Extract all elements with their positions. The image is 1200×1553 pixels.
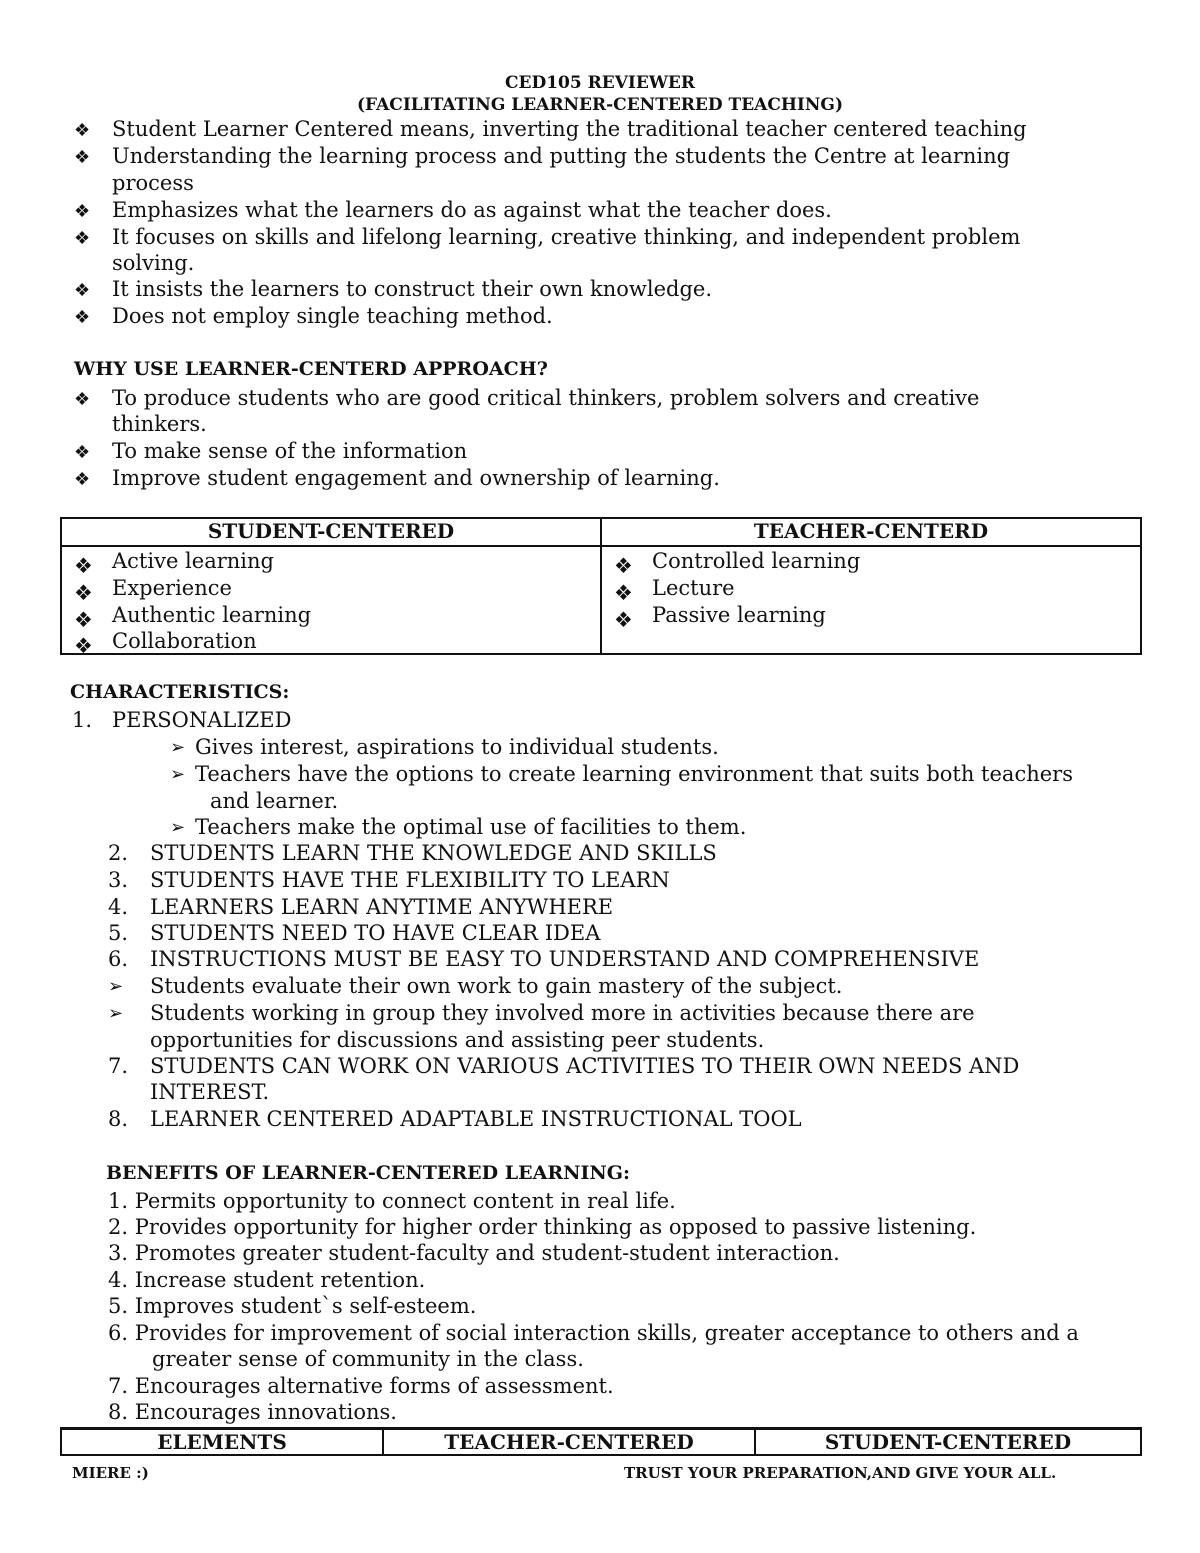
list-item: 5. Improves student`s self-esteem. (108, 1294, 477, 1318)
document-subtitle: (FACILITATING LEARNER-CENTERED TEACHING) (357, 95, 843, 115)
list-item: Active learning (112, 549, 274, 573)
sub-list-item: Teachers have the options to create learning environment that suits both teachers (195, 762, 1073, 786)
arrow-list-item: Students working in group they involved more in activities because there are (150, 1001, 975, 1025)
bullet-icon: ❖ (74, 228, 91, 249)
list-item: 1. Permits opportunity to connect content in real life. (108, 1189, 676, 1213)
list-item: To make sense of the information (112, 439, 468, 463)
arrow-bullet-icon: ➢ (108, 1003, 124, 1024)
list-number: 4. (108, 895, 129, 919)
sub-list-item: Gives interest, aspirations to individual students. (195, 735, 719, 759)
arrow-bullet-icon: ➢ (170, 737, 186, 758)
section-heading-characteristics: CHARACTERISTICS: (70, 681, 290, 703)
bullet-icon: ❖ (74, 469, 91, 490)
list-item-continuation: process (112, 171, 194, 195)
list-item: 8. Encourages innovations. (108, 1400, 397, 1424)
student-centered-cell (61, 546, 601, 658)
arrow-bullet-icon: ➢ (170, 817, 186, 838)
comparison-table (60, 517, 1142, 658)
section-heading-why: WHY USE LEARNER-CENTERD APPROACH? (74, 358, 548, 380)
table-header-row (61, 518, 1141, 546)
teacher-centered-cell (601, 546, 1141, 654)
list-item: Collaboration (112, 629, 257, 653)
arrow-bullet-icon: ➢ (170, 764, 186, 785)
list-item-continuation: thinkers. (112, 412, 207, 436)
list-item: Experience (112, 576, 232, 600)
arrow-list-item: Students evaluate their own work to gain mastery of the subject. (150, 974, 843, 998)
list-item-continuation: solving. (112, 251, 195, 275)
bullet-icon: ❖ (614, 581, 633, 605)
table-header-teacher-centered: TEACHER-CENTERD (601, 518, 1141, 546)
list-item: Understanding the learning process and putting the students the Centre at learning (112, 144, 1011, 168)
list-item-continuation: greater sense of community in the class. (152, 1347, 584, 1371)
list-number: 6. (108, 947, 129, 971)
list-item: To produce students who are good critical thinkers, problem solvers and creative (112, 386, 980, 410)
list-item: STUDENTS NEED TO HAVE CLEAR IDEA (150, 921, 601, 945)
table-header-student-centered: STUDENT-CENTERED (61, 518, 601, 546)
table-header-teacher-centered: TEACHER-CENTERED (383, 1429, 755, 1456)
table-header-student-centered: STUDENT-CENTERED (755, 1429, 1141, 1456)
list-item: 2. Provides opportunity for higher order thinking as opposed to passive listening. (108, 1215, 977, 1239)
list-item: It insists the learners to construct their own knowledge. (112, 277, 713, 301)
bullet-icon: ❖ (74, 634, 93, 658)
list-item: 6. Provides for improvement of social interaction skills, greater acceptance to others and a (108, 1321, 1079, 1345)
list-number: 1. (72, 708, 93, 732)
bullet-icon: ❖ (74, 554, 93, 578)
footer-right: TRUST YOUR PREPARATION,AND GIVE YOUR ALL. (624, 1464, 1057, 1482)
bullet-icon: ❖ (74, 120, 91, 141)
list-item: Improve student engagement and ownership of learning. (112, 466, 720, 490)
arrow-list-item-continuation: opportunities for discussions and assisting peer students. (150, 1028, 765, 1052)
list-item: STUDENTS HAVE THE FLEXIBILITY TO LEARN (150, 868, 670, 892)
sub-list-item: Teachers make the optimal use of facilities to them. (195, 815, 747, 839)
list-item: LEARNERS LEARN ANYTIME ANYWHERE (150, 895, 614, 919)
table-header-row (61, 1429, 1141, 1456)
bullet-icon: ❖ (74, 280, 91, 301)
table-header-elements: ELEMENTS (61, 1429, 383, 1456)
list-item: Student Learner Centered means, inverting the traditional teacher centered teaching (112, 117, 1027, 141)
list-item: Authentic learning (112, 603, 312, 627)
list-item: Passive learning (652, 603, 826, 627)
document-title: CED105 REVIEWER (505, 73, 695, 93)
bullet-icon: ❖ (614, 608, 633, 632)
bullet-icon: ❖ (74, 581, 93, 605)
section-heading-benefits: BENEFITS OF LEARNER-CENTERED LEARNING: (106, 1162, 630, 1184)
list-item: PERSONALIZED (112, 708, 292, 732)
list-item: 7. Encourages alternative forms of assessment. (108, 1374, 614, 1398)
list-item: LEARNER CENTERED ADAPTABLE INSTRUCTIONAL TOOL (150, 1107, 802, 1131)
bullet-icon: ❖ (74, 442, 91, 463)
list-item: 3. Promotes greater student-faculty and student-student interaction. (108, 1241, 840, 1265)
list-item: 4. Increase student retention. (108, 1268, 426, 1292)
bullet-icon: ❖ (74, 608, 93, 632)
bullet-icon: ❖ (74, 201, 91, 222)
bullet-icon: ❖ (614, 554, 633, 578)
list-item: Emphasizes what the learners do as against what the teacher does. (112, 198, 832, 222)
bullet-icon: ❖ (74, 147, 91, 168)
list-item: STUDENTS LEARN THE KNOWLEDGE AND SKILLS (150, 841, 717, 865)
table-row (61, 546, 1141, 654)
list-item-continuation: INTEREST. (150, 1080, 270, 1104)
list-item: Does not employ single teaching method. (112, 304, 553, 328)
list-number: 3. (108, 868, 129, 892)
bullet-icon: ❖ (74, 389, 91, 410)
list-item: INSTRUCTIONS MUST BE EASY TO UNDERSTAND AND COMPREHENSIVE (150, 947, 980, 971)
footer-left: MIERE :) (72, 1464, 149, 1482)
list-number: 5. (108, 921, 129, 945)
list-item: Controlled learning (652, 549, 861, 573)
list-number: 7. (108, 1054, 129, 1078)
elements-table (60, 1427, 1142, 1456)
list-number: 2. (108, 841, 129, 865)
list-item: STUDENTS CAN WORK ON VARIOUS ACTIVITIES TO THEIR OWN NEEDS AND (150, 1054, 1020, 1078)
sub-list-item-continuation: and learner. (210, 789, 339, 813)
bullet-icon: ❖ (74, 307, 91, 328)
list-item: Lecture (652, 576, 735, 600)
list-number: 8. (108, 1107, 129, 1131)
arrow-bullet-icon: ➢ (108, 976, 124, 997)
list-item: It focuses on skills and lifelong learning, creative thinking, and independent problem (112, 225, 1021, 249)
